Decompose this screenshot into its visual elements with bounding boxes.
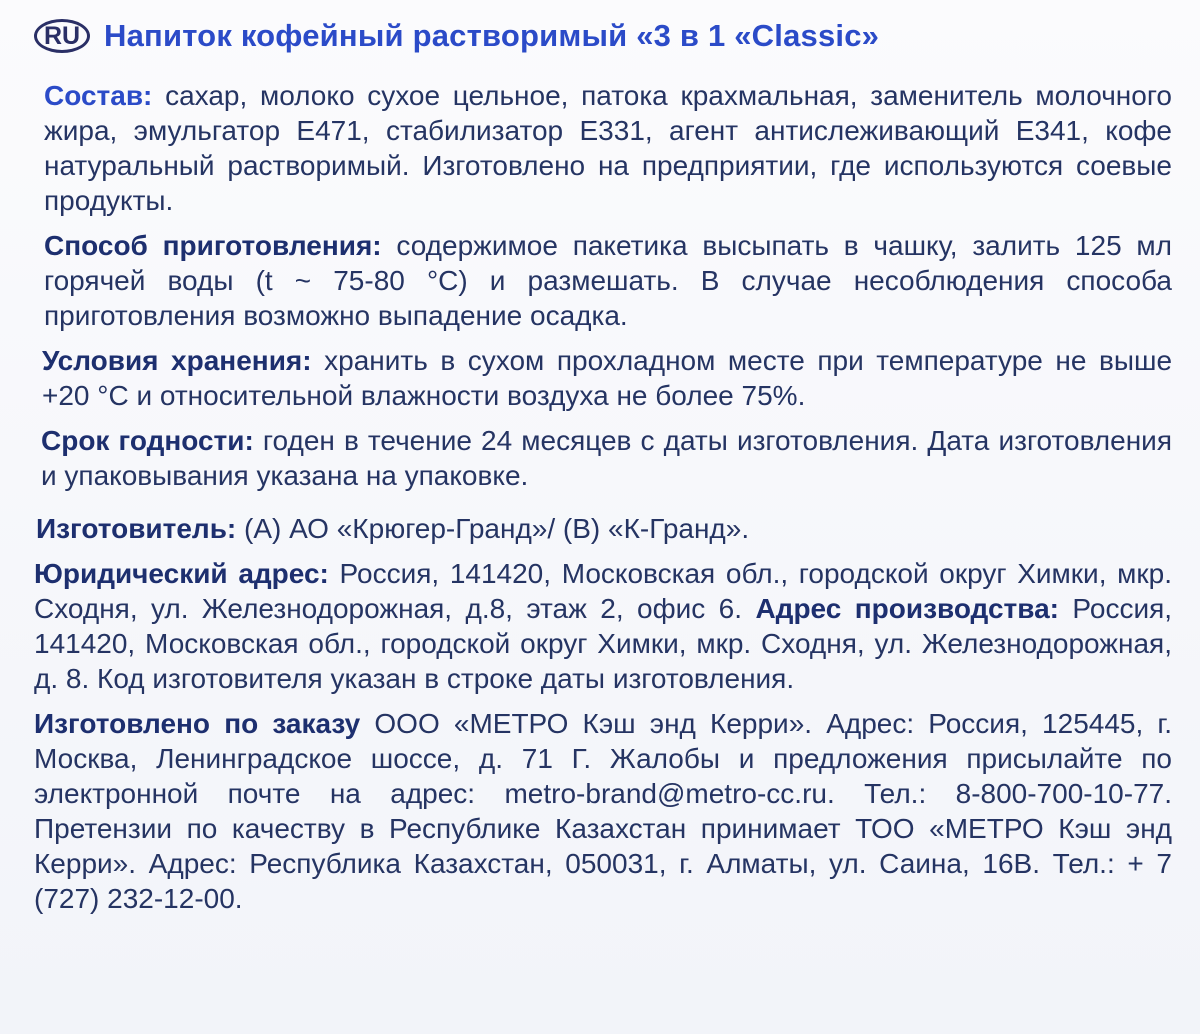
composition-text: сахар, молоко сухое цельное, патока крахмальная, заменитель молочного жира, эмульгатор Е471, стабилизатор Е331, агент антислеживающий Е341, кофе натуральный растворимый. Изготовлено на предприятии, где используются соевые продукты. [44,80,1172,216]
storage-text: хранить в сухом прохладном месте при температуре не выше +20 °C и относительной влажности воздуха не более 75%. [42,345,1173,411]
ordered-by-section [34,706,1172,916]
storage-section [42,343,1172,413]
preparation-text: содержимое пакетика высыпать в чашку, залить 125 мл горячей воды (t ~ 75-80 °C) и размешать. В случае несоблюдения способа приготовления возможно выпадение осадка. [44,230,1173,331]
preparation-label: Способ приготовления: [44,230,382,261]
legal-address-text: Россия, 141420, Московская обл., городской округ Химки, мкр. Сходня, ул. Железнодорожная, д.8, этаж 2, офис 6. [34,558,1172,624]
preparation-section [44,228,1172,333]
composition-section [44,78,1172,218]
manufacturer-label: Изготовитель: [36,513,237,544]
language-badge: RU [34,19,90,53]
section-spacer [34,503,1172,511]
product-title: Напиток кофейный растворимый «3 в 1 «Classic» [104,18,880,53]
storage-label: Условия хранения: [42,345,312,376]
label-content [34,78,1172,916]
ordered-by-label: Изготовлено по заказу [34,708,361,739]
ordered-by-text: ООО «МЕТРО Кэш энд Керри». Адрес: Россия, 125445, г. Москва, Ленинградское шоссе, д. 71 Г. Жалобы и предложения присылайте по электронной почте на адрес: metro-brand@metro-cc.ru. Тел.: 8-800-700-10-77. Претензии по качеству в Республике Казахстан принимает ТОО «МЕТРО Кэш энд Керри». Адрес: Республика Казахстан, 050031, г. Алматы, ул. Саина, 16В. Тел.: + 7 (727) 232-12-00. [34,708,1172,914]
shelf-life-text: годен в течение 24 месяцев с даты изготовления. Дата изготовления и упаковывания указана на упаковке. [41,425,1172,491]
production-address-text: Россия, 141420, Московская обл., городской округ Химки, мкр. Сходня, ул. Железнодорожная, д. 8. Код изготовителя указан в строке даты изготовления. [34,593,1173,694]
shelf-life-label: Срок годности: [41,425,254,456]
manufacturer-section [36,511,1172,546]
composition-label: Состав: [44,80,153,111]
legal-address-section [34,556,1172,696]
production-address-label: Адрес производства: [755,593,1059,624]
shelf-life-section [41,423,1172,493]
legal-address-label: Юридический адрес: [34,558,329,589]
manufacturer-text: (А) АО «Крюгер-Гранд»/ (В) «К-Гранд». [244,513,750,544]
title-row [34,18,1172,54]
